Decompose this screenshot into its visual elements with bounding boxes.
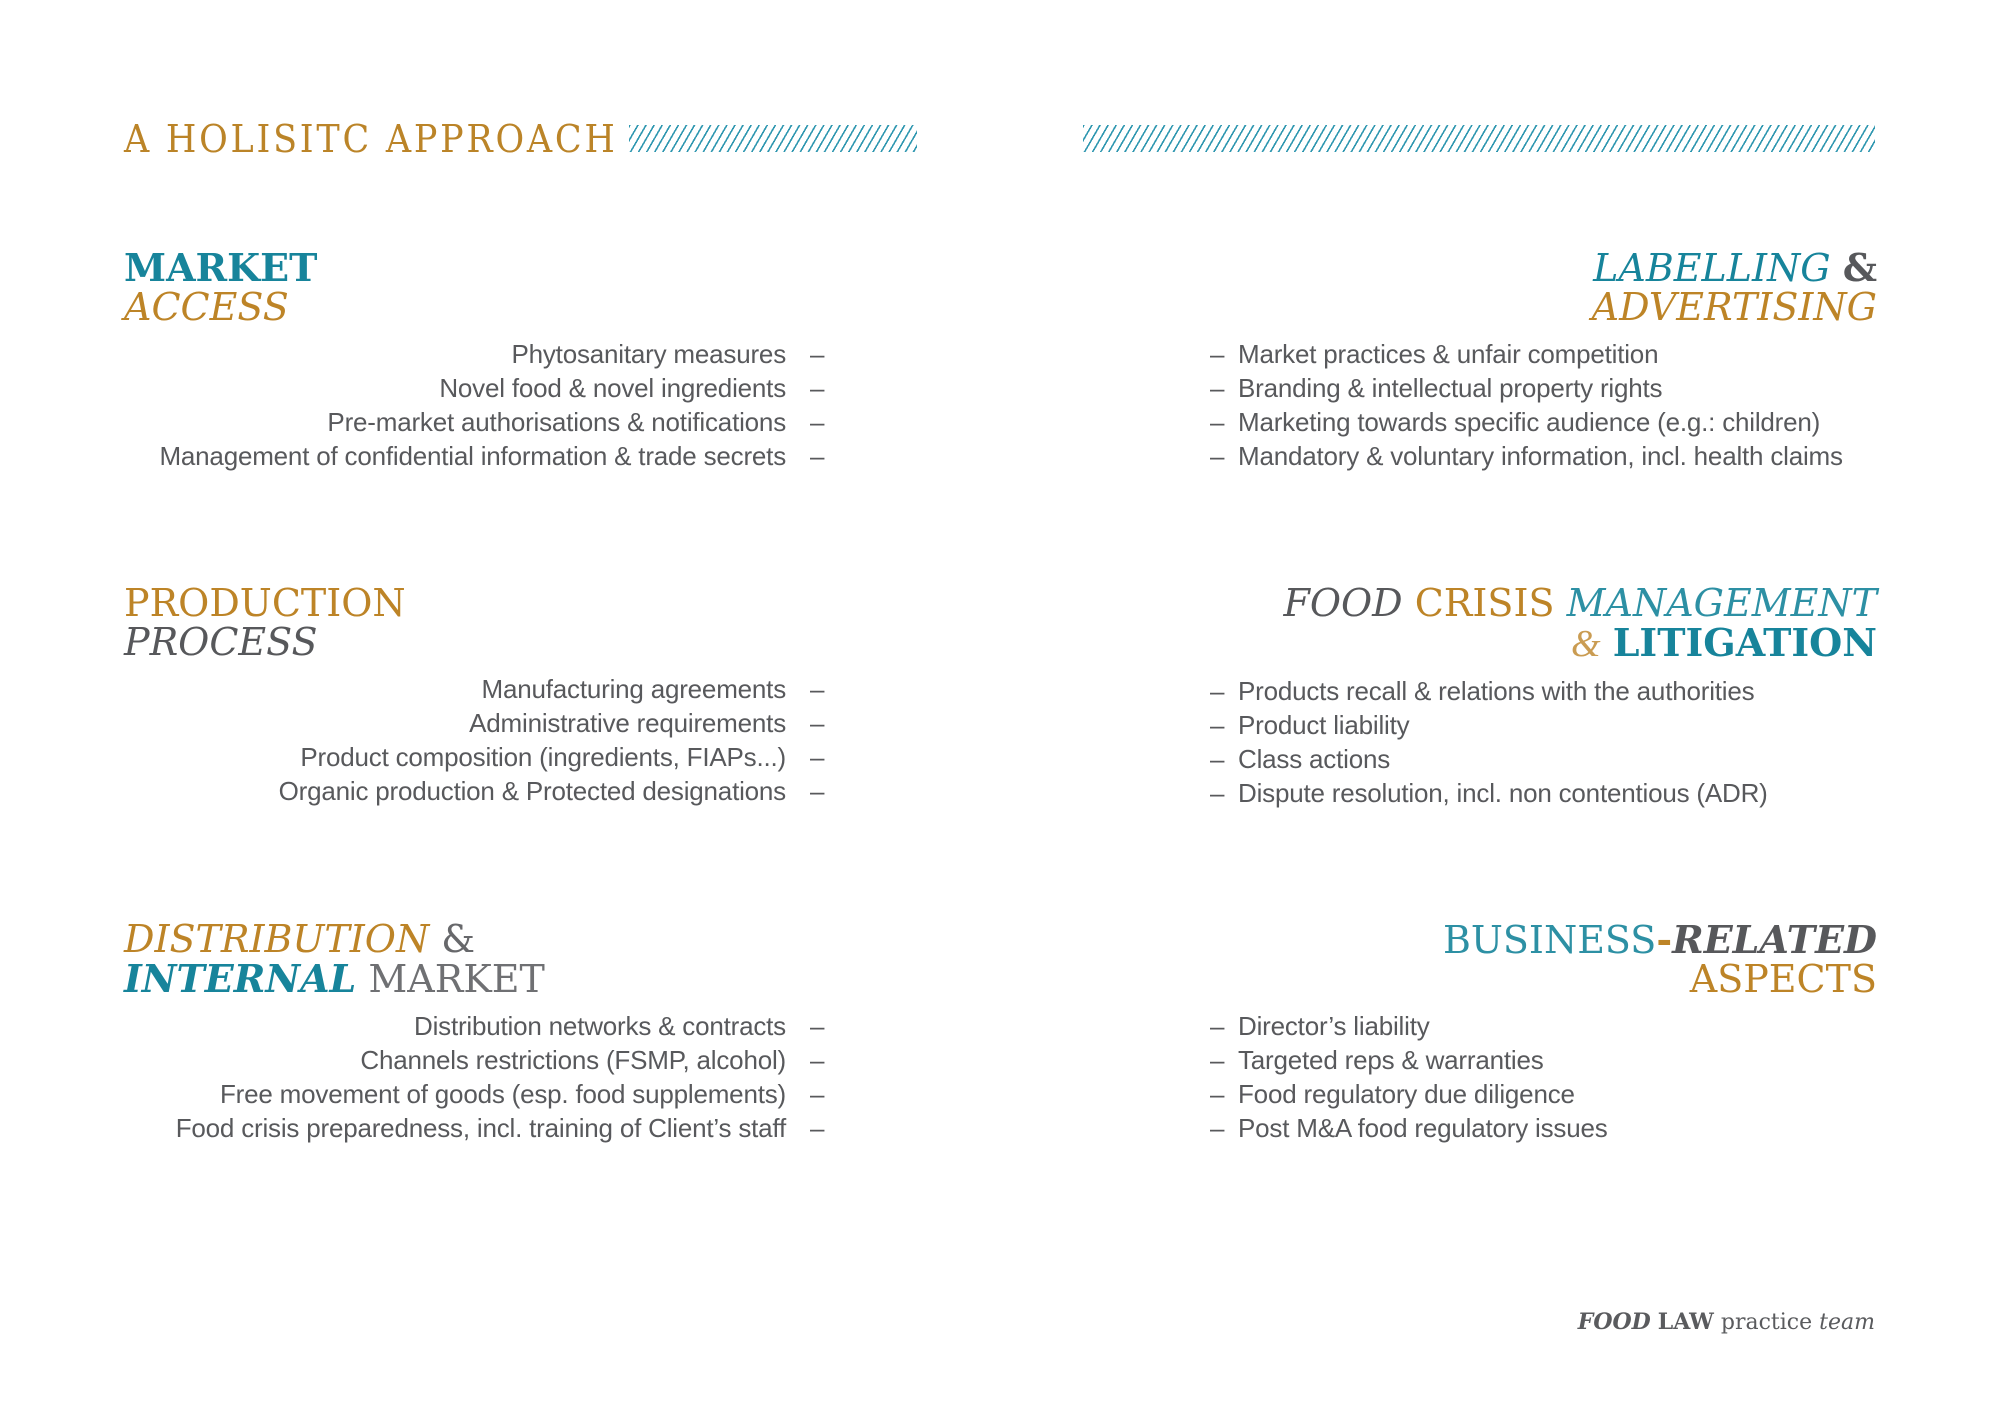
heading-word: DISTRIBUTION: [124, 917, 430, 961]
dash-bullet: –: [1210, 1045, 1225, 1075]
dash-bullet: –: [1210, 710, 1225, 740]
dash-bullet: –: [1210, 744, 1225, 774]
heading-word: INTERNAL: [124, 956, 357, 1001]
dash-bullet: –: [810, 776, 825, 806]
item-list: [124, 337, 824, 473]
item-list: [1180, 337, 1877, 473]
section-heading: [124, 245, 824, 329]
list-item: – Director’s liability: [1210, 1011, 1430, 1041]
section-heading: [124, 917, 824, 1001]
list-item: Organic production & Protected designations –: [278, 776, 825, 806]
list-item: – Dispute resolution, incl. non contentious (ADR): [1210, 778, 1768, 808]
list-item: Administrative requirements –: [469, 708, 825, 738]
page-title: A HOLISITC APPROACH: [124, 117, 618, 161]
list-item: – Targeted reps & warranties: [1210, 1045, 1544, 1075]
dash-bullet: –: [1210, 1079, 1225, 1109]
section-heading: [124, 581, 824, 664]
dash-bullet: –: [810, 708, 825, 738]
section-food-crisis: [1180, 581, 1877, 810]
heading-word: PROCESS: [124, 620, 318, 664]
dash-bullet: –: [810, 441, 825, 471]
hatch-decoration-right: [1083, 125, 1875, 152]
heading-hyphen: -: [1656, 917, 1673, 962]
dash-bullet: –: [1210, 676, 1225, 706]
heading-word: MARKET: [368, 957, 545, 1001]
heading-word: LITIGATION: [1612, 620, 1877, 665]
list-item: – Marketing towards specific audience (e.g.: children): [1210, 407, 1821, 437]
list-item: – Mandatory & voluntary information, incl. health claims: [1210, 441, 1843, 471]
heading-word: LABELLING: [1593, 246, 1831, 290]
item-list: [124, 672, 824, 808]
list-item: – Branding & intellectual property rights: [1210, 373, 1663, 403]
dash-bullet: –: [810, 373, 825, 403]
dash-bullet: –: [810, 1113, 825, 1143]
heading-word: ACCESS: [124, 285, 289, 329]
dash-bullet: –: [810, 1045, 825, 1075]
dash-bullet: –: [810, 742, 825, 772]
section-heading: [1180, 917, 1877, 1001]
section-labelling-advertising: [1180, 245, 1877, 473]
dash-bullet: –: [810, 407, 825, 437]
dash-bullet: –: [1210, 373, 1225, 403]
list-item: Channels restrictions (FSMP, alcohol) –: [360, 1045, 825, 1075]
heading-word: MARKET: [124, 245, 318, 290]
dash-bullet: –: [1210, 1011, 1225, 1041]
heading-word: CRISIS: [1414, 581, 1555, 625]
list-item: Pre-market authorisations & notifications –: [327, 407, 825, 437]
list-item: Management of confidential information & trade secrets –: [159, 441, 825, 471]
dash-bullet: –: [810, 1011, 825, 1041]
list-item: – Products recall & relations with the authorities: [1210, 676, 1755, 706]
list-item: – Market practices & unfair competition: [1210, 339, 1659, 369]
section-heading: [1180, 581, 1877, 665]
heading-ampersand: &: [1842, 245, 1877, 290]
footer-word: FOOD: [1577, 1309, 1651, 1335]
list-item: – Food regulatory due diligence: [1210, 1079, 1575, 1109]
dash-bullet: –: [1210, 339, 1225, 369]
heading-ampersand: &: [441, 917, 476, 961]
list-item: – Post M&A food regulatory issues: [1210, 1113, 1608, 1143]
heading-word: ADVERTISING: [1591, 285, 1877, 329]
list-item: – Class actions: [1210, 744, 1391, 774]
dash-bullet: –: [1210, 778, 1225, 808]
heading-word: ASPECTS: [1689, 957, 1877, 1001]
heading-word: MANAGEMENT: [1566, 581, 1877, 625]
dash-bullet: –: [810, 339, 825, 369]
item-list: [1180, 1009, 1877, 1145]
list-item: Phytosanitary measures –: [511, 339, 825, 369]
dash-bullet: –: [1210, 407, 1225, 437]
item-list: [1180, 674, 1877, 810]
hatch-decoration-left: [629, 125, 917, 152]
heading-word: PRODUCTION: [124, 581, 406, 625]
footer-word: practice: [1720, 1310, 1813, 1335]
item-list: [124, 1009, 824, 1145]
heading-ampersand: &: [1571, 623, 1601, 665]
list-item: Free movement of goods (esp. food supplements) –: [220, 1079, 825, 1109]
list-item: Distribution networks & contracts –: [414, 1011, 825, 1041]
list-item: Product composition (ingredients, FIAPs...) –: [300, 742, 825, 772]
section-distribution: [124, 917, 825, 1145]
list-item: Food crisis preparedness, incl. training of Client’s staff –: [175, 1113, 825, 1143]
footer-word: LAW: [1657, 1309, 1714, 1335]
dash-bullet: –: [1210, 1113, 1225, 1143]
section-business-related: [1180, 917, 1877, 1145]
dash-bullet: –: [1210, 441, 1225, 471]
list-item: Novel food & novel ingredients –: [439, 373, 825, 403]
list-item: – Product liability: [1210, 710, 1410, 740]
footer-signature: [1575, 1309, 1875, 1336]
dash-bullet: –: [810, 1079, 825, 1109]
list-item: Manufacturing agreements –: [481, 674, 825, 704]
footer-word: team: [1819, 1310, 1875, 1335]
section-production-process: [124, 581, 825, 808]
dash-bullet: –: [810, 674, 825, 704]
section-heading: [1180, 245, 1877, 329]
section-market-access: [124, 245, 825, 473]
heading-word: RELATED: [1672, 917, 1877, 962]
heading-word: BUSINESS: [1442, 918, 1657, 962]
heading-word: FOOD: [1283, 581, 1403, 625]
